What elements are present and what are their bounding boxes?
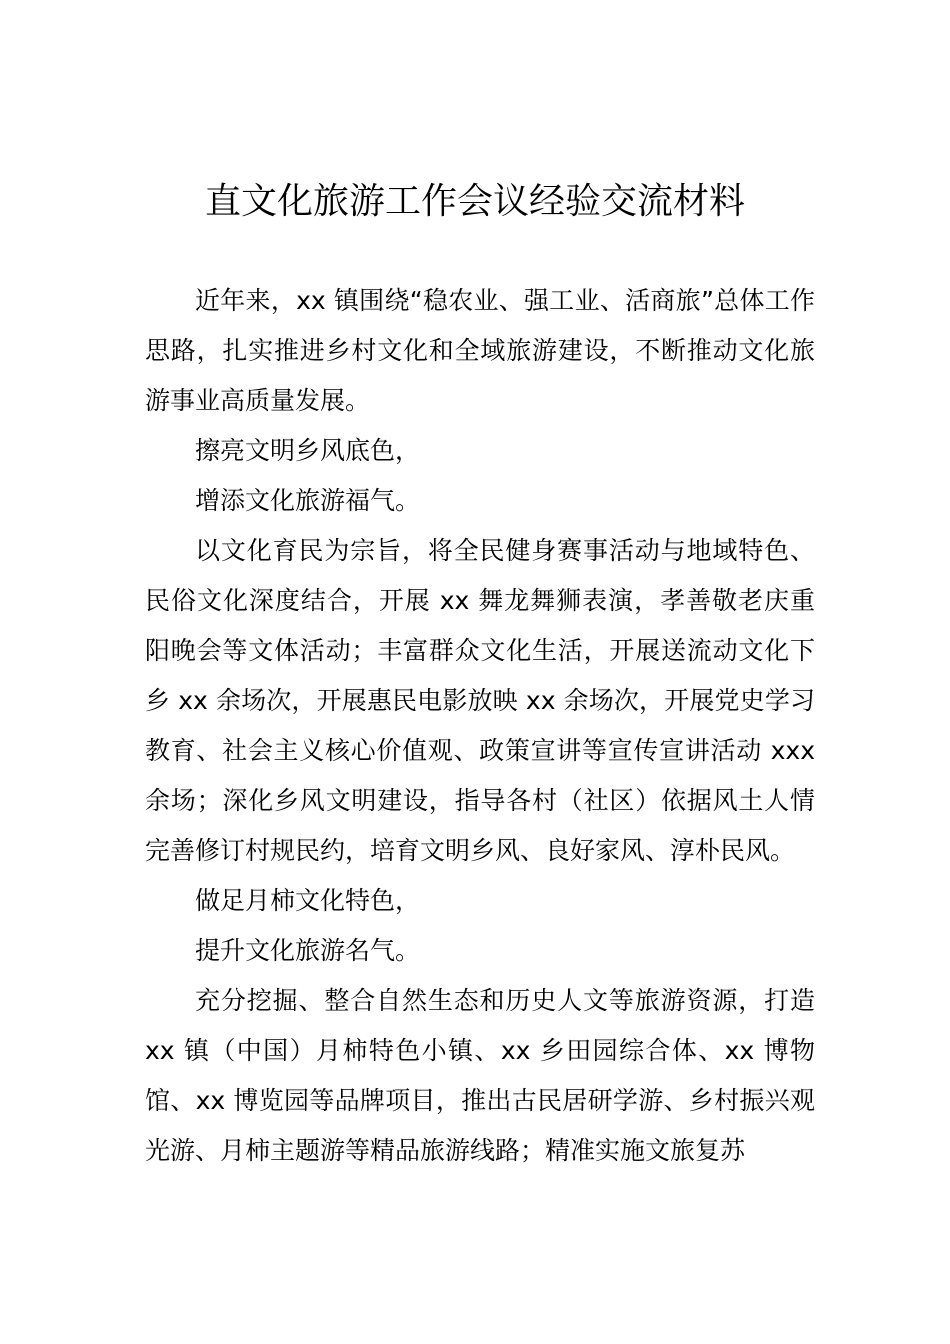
section-heading-line-2: 增添文化旅游福气。	[195, 486, 421, 515]
document-title: 直文化旅游工作会议经验交流材料	[204, 181, 745, 222]
paragraph-intro: 近年来，xx 镇围绕“稳农业、强工业、活商旅”总体工作思路，扎实推进乡村文化和全域旅游建设，不断推动文化旅游事业高质量发展。	[145, 286, 815, 415]
paragraph-culture: 以文化育民为宗旨，将全民健身赛事活动与地域特色、民俗文化深度结合，开展 xx 舞龙舞狮表演，孝善敬老庆重阳晚会等文体活动；丰富群众文化生活，开展送流动文化下乡 xx 余场次，开展惠民电影放映 xx 余场次，开展党史学习教育、社会主义核心价值观、政策宣讲等宣传宣讲活动 xxx 余场；深化乡风文明建设，指导各村（社区）依据风土人情完善修订村规民约，培育文明乡风、良好家风、淳朴民风。	[145, 536, 815, 865]
section-heading-line-4: 提升文化旅游名气。	[195, 936, 421, 965]
document-body	[145, 276, 815, 1176]
paragraph-tourism: 充分挖掘、整合自然生态和历史人文等旅游资源，打造 xx 镇（中国）月柿特色小镇、xx 乡田园综合体、xx 博物馆、xx 博览园等品牌项目，推出古民居研学游、乡村振兴观光游、月柿主题游等精品旅游线路；精准实施文旅复苏	[145, 986, 815, 1165]
section-heading-line-1: 擦亮文明乡风底色，	[195, 436, 421, 465]
section-heading-line-3: 做足月柿文化特色，	[195, 886, 421, 915]
